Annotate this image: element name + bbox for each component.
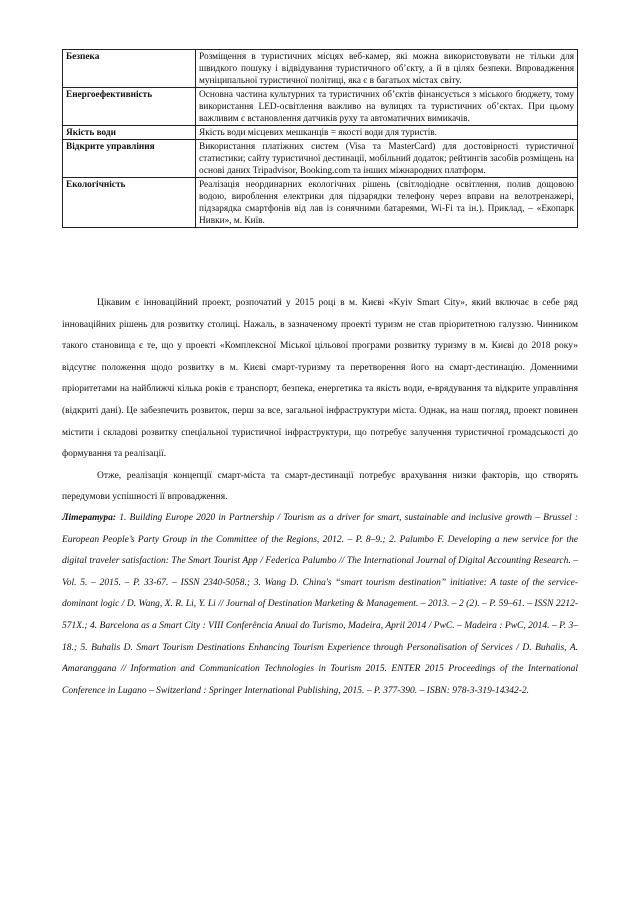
table-value-cell: Реалізація неординарних екологічних рішень (світлодіодне освітлення, полив дощовою водою, вироблення електрики для підзарядки телефону через вправи на велотренажері, підзарядка смартфонів від лав із сонячними батареями, Wi-Fi та ін.). Приклад, – «Екопарк Нивки», м. Київ. xyxy=(196,178,578,228)
table-row xyxy=(63,178,578,228)
references xyxy=(62,508,578,702)
table-row xyxy=(63,140,578,178)
table-row xyxy=(63,50,578,88)
table-key-cell: Екологічність xyxy=(63,178,196,228)
references-label: Література: xyxy=(62,513,117,523)
criteria-table xyxy=(62,49,578,228)
table-key-cell: Якість води xyxy=(63,126,196,140)
table-value-cell: Розміщення в туристичних місцях веб-камер, які можна використовувати не тільки для швидкого пошуку і відвідування туристичного об’єкту, а й в цілях безпеки. Впровадження муніципальної туристичної політиці, яка є в багатьох містах світу. xyxy=(196,50,578,88)
table-key-cell: Безпека xyxy=(63,50,196,88)
table-row xyxy=(63,126,578,140)
table-value-cell: Використання платіжних систем (Visa та MasterCard) для достовірності туристичної статистики; сайту туристичної дестинації, мобільний додаток; рейтингів засобів розміщень на основі даних Tripadvisor, Booking.com та інших міжнародних платформ. xyxy=(196,140,578,178)
table-key-cell: Енергоефективність xyxy=(63,88,196,126)
references-text: 1. Building Europe 2020 in Partnership / Tourism as a driver for smart, sustainable and inclusive growth – Brussel : European People’s Party Group in the Committee of the Regions, 2012. – P. 8–9.; 2. Palumbo F. Developing a new service for the digital traveler satisfaction: The Smart Tourist App / Federica Palumbo // The International Journal of Digital Accounting Research. – Vol. 5. – 2015. – P. 33-67. – ISSN 2340-5058.; 3. Wang D. China's “smart tourism destination” initiative: A taste of the service-dominant logic / D. Wang, X. R. Li, Y. Li // Journal of Destination Marketing & Management. – 2013. – 2 (2). – P. 59–61. – ISSN 2212-571X.; 4. Barcelona as a Smart City : VIII Conferência Anual do Turismo, Madeira, April 2014 / PwC. – Madeira : PwC, 2014. – P. 3–18.; 5. Buhalis D. Smart Tourism Destinations Enhancing Tourism Experience through Personalisation of Services / D. Buhalis, A. Amaranggana // Information and Communication Technologies in Tourism 2015. ENTER 2015 Proceedings of the International Conference in Lugano – Switzerland : Springer International Publishing, 2015. – P. 377-390. – ISBN: 978-3-319-14342-2. xyxy=(62,513,578,696)
table-key-cell: Відкрите управління xyxy=(63,140,196,178)
paragraph: Цікавим є інноваційний проект, розпочатий у 2015 році в м. Києві «Kyiv Smart City», який включає в себе ряд інноваційних рішень для розвитку столиці. Нажаль, в зазначеному проекті туризм не став пріоритетною галуззю. Чинником такого становища є те, що у проекті «Комплексної Міської цільової програми розвитку туризму в м. Києві до 2018 року» відсутнє положення щодо розвитку в м. Києві смарт-туризму та перетворення його на смарт-дестинацію. Доменними пріоритетами на найближчі кілька років є транспорт, безпека, енергетика та якість води, е-врядування та відкрите управління (відкриті дані). Це забезпечить розвиток, перш за все, загальної інфраструктури міста. Однак, на наш погляд, проект повинен містити і складові розвитку спеціальної туристичної інфраструктури, що потребує залучення туристичної громадськості до формування та реалізації. xyxy=(62,298,578,460)
table-row xyxy=(63,88,578,126)
body-text xyxy=(62,293,578,509)
table-value-cell: Якість води місцевих мешканців = якості води для туристів. xyxy=(196,126,578,140)
table-value-cell: Основна частина культурних та туристичних об’єктів фінансується з міського бюджету, тому використання LED-освітлення важливо на вулицях та туристичних об’єктах. При цьому важливим є встановлення датчиків руху та автоматичних вимикачів. xyxy=(196,88,578,126)
paragraph: Отже, реалізація концепції смарт-міста та смарт-дестинації потребує врахування низки факторів, що створять передумови успішності її впровадження. xyxy=(62,470,578,503)
